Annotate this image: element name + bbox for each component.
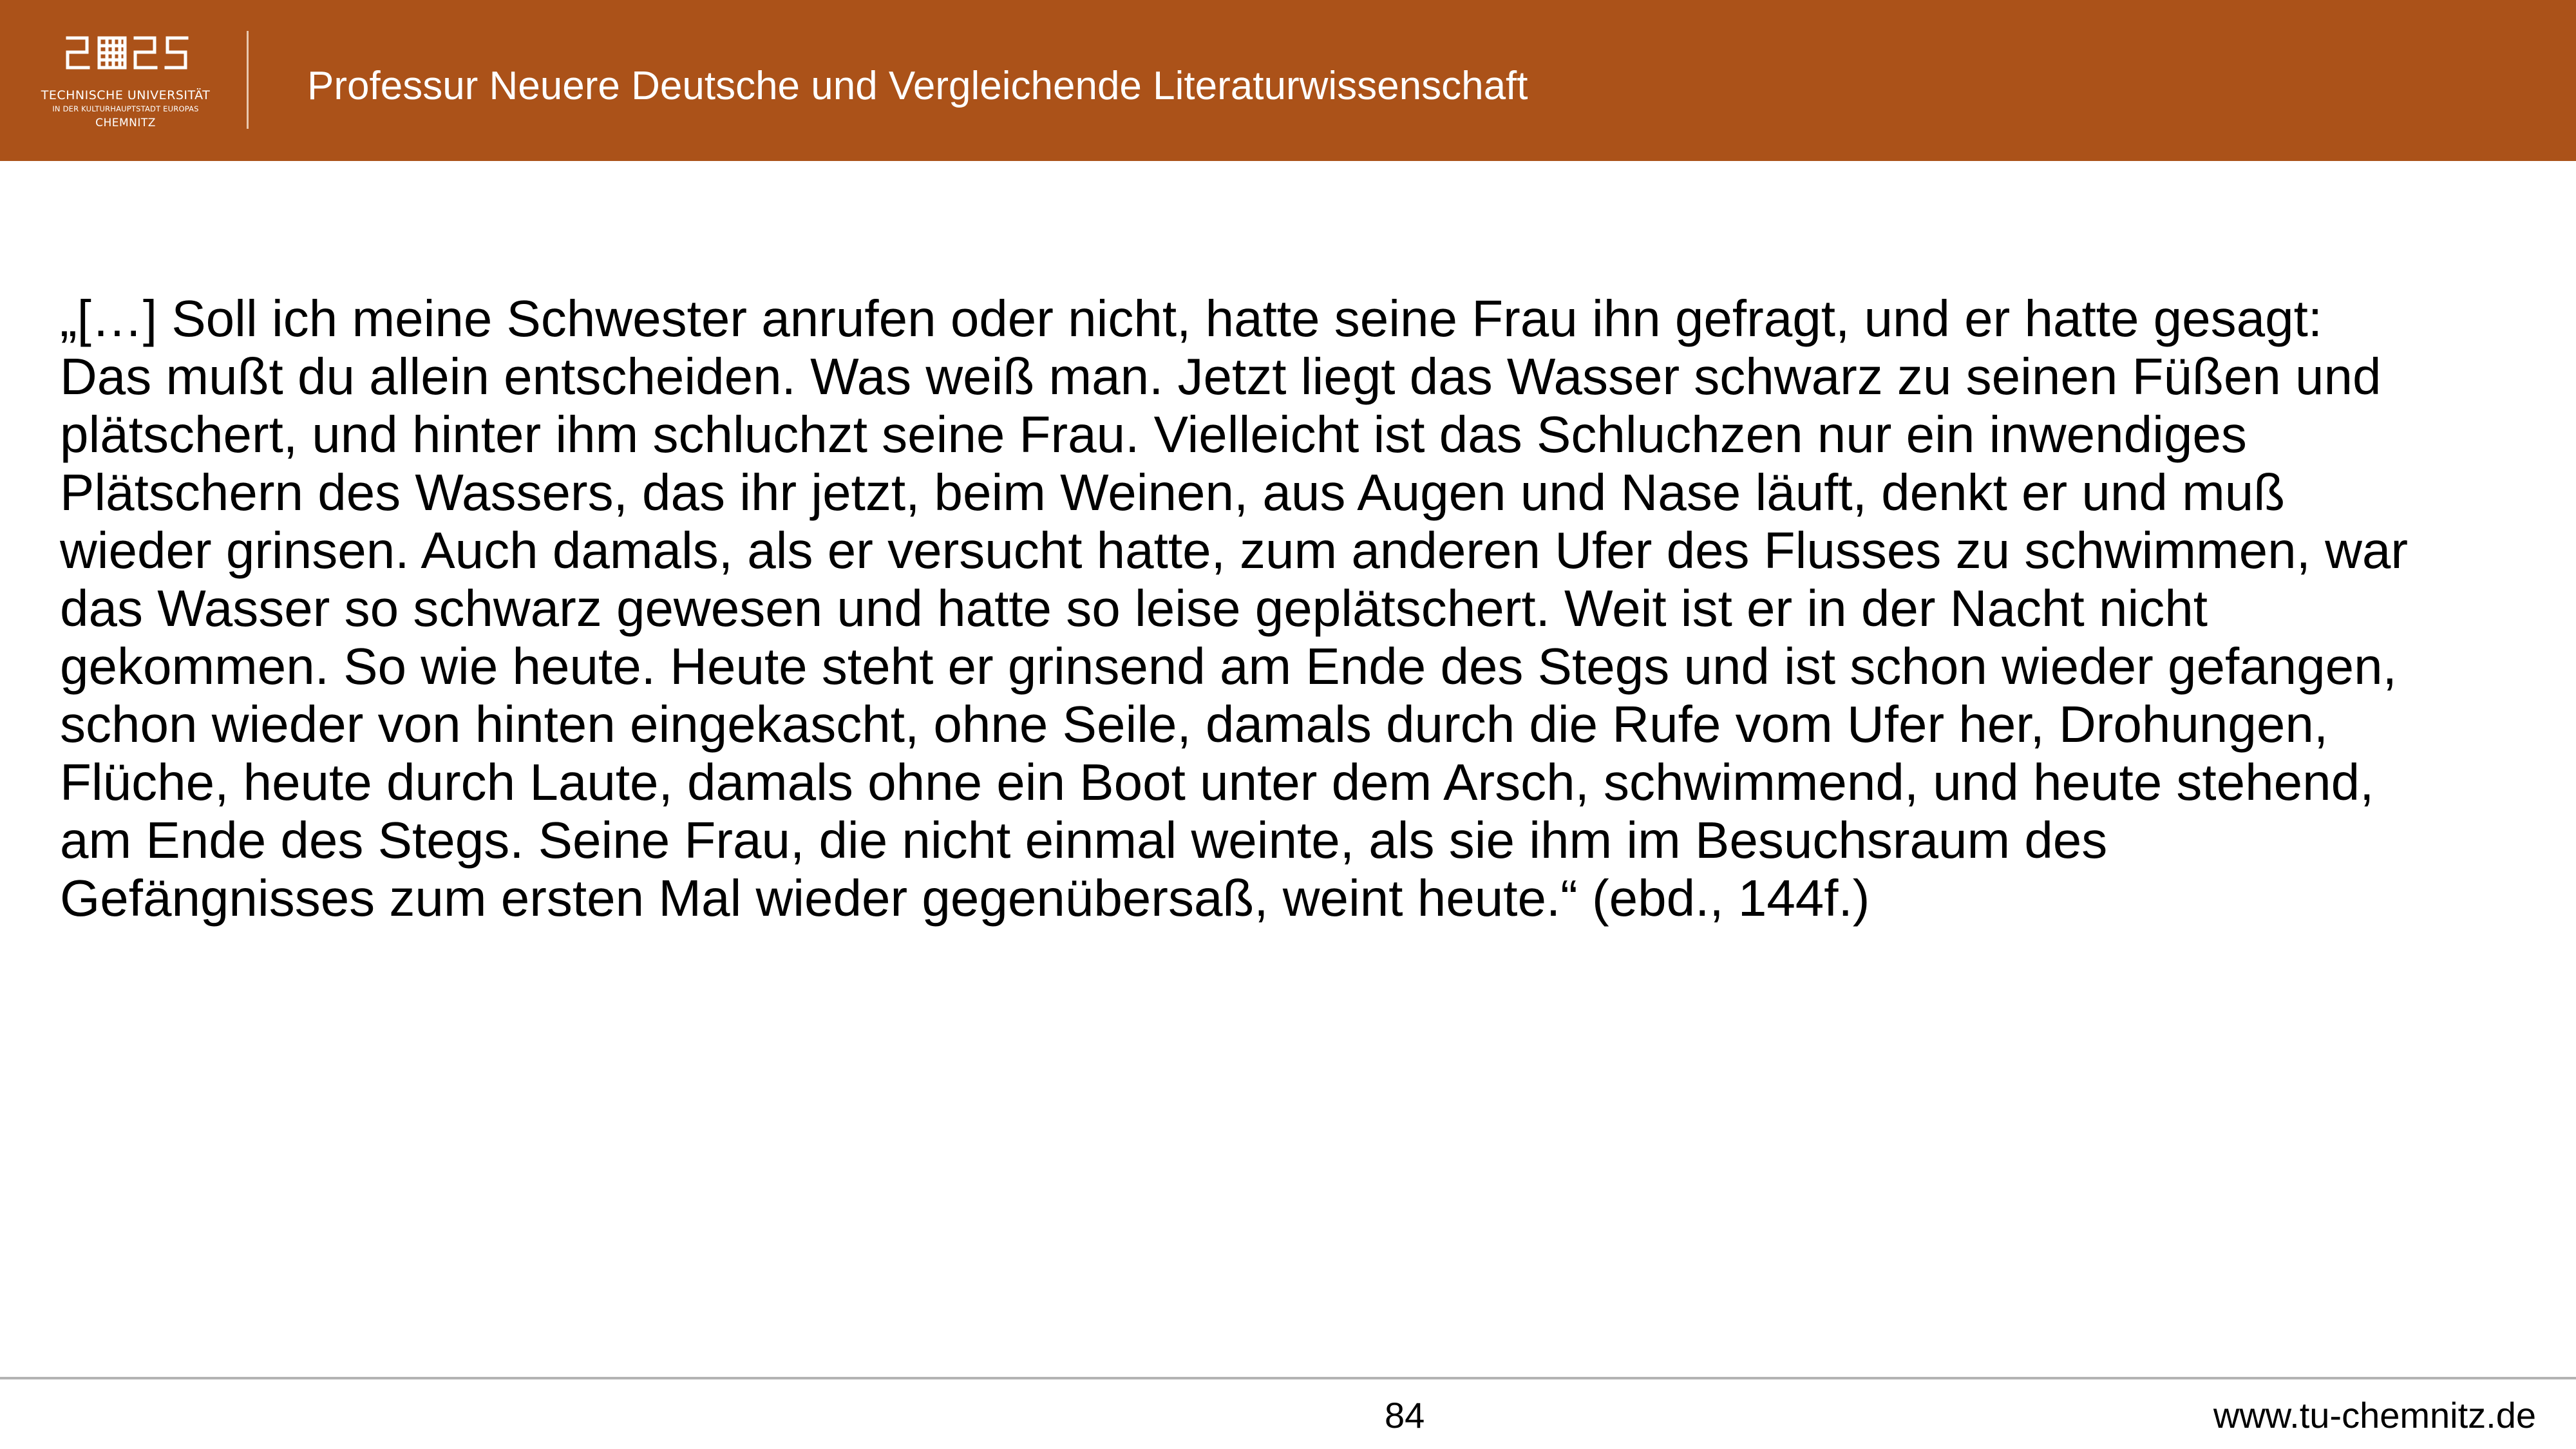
quote-line: schon wieder von hinten eingekascht, ohne Seile, damals durch die Rufe vom Ufer her, Drohungen, (60, 696, 2329, 753)
logo-subline-text: IN DER KULTURHAUPTSTADT EUROPAS (52, 104, 199, 113)
quote-line: Flüche, heute durch Laute, damals ohne ein Boot unter dem Arsch, schwimmend, und heute stehend, (60, 753, 2374, 811)
footer-divider (0, 1377, 2576, 1379)
quote-line: wieder grinsen. Auch damals, als er versucht hatte, zum anderen Ufer des Flusses zu schwimmen, war (60, 522, 2409, 579)
logo-city-text: CHEMNITZ (95, 117, 156, 129)
quote-line: gekommen. So wie heute. Heute steht er grinsend am Ende des Stegs und ist schon wieder gefangen, (60, 638, 2397, 695)
quote-line: Plätschern des Wassers, das ihr jetzt, beim Weinen, aus Augen und Nase läuft, denkt er und muß (60, 464, 2286, 521)
quote-line: Gefängnisses zum ersten Mal wieder gegenübersaß, weint heute.“ (ebd., 144f.) (60, 869, 1870, 927)
quote-text-block (60, 290, 2546, 927)
header-divider (247, 31, 249, 129)
footer-website-link[interactable]: www.tu-chemnitz.de (2213, 1395, 2536, 1435)
quote-line: am Ende des Stegs. Seine Frau, die nicht einmal weinte, als sie ihm im Besuchsraum des (60, 811, 2108, 869)
page-number: 84 (1385, 1395, 1425, 1435)
header-title: Professur Neuere Deutsche und Vergleichende Literaturwissenschaft (307, 64, 1528, 108)
university-logo[interactable] (39, 29, 213, 138)
quote-line: Das mußt du allein entscheiden. Was weiß man. Jetzt liegt das Wasser schwarz zu seinen Füßen und (60, 348, 2382, 405)
quote-line: plätschert, und hinter ihm schluchzt seine Frau. Vielleicht ist das Schluchzen nur ein inwendiges (60, 406, 2247, 463)
header-bar (0, 0, 2576, 161)
quote-line: das Wasser so schwarz gewesen und hatte so leise geplätschert. Weit ist er in der Nacht nicht (60, 580, 2208, 637)
quote-line: „[…] Soll ich meine Schwester anrufen oder nicht, hatte seine Frau ihn gefragt, und er hatte gesagt: (60, 290, 2323, 347)
chemnitz-2025-logo-mark (39, 29, 213, 87)
logo-university-text: TECHNISCHE UNIVERSITÄT (41, 88, 211, 102)
